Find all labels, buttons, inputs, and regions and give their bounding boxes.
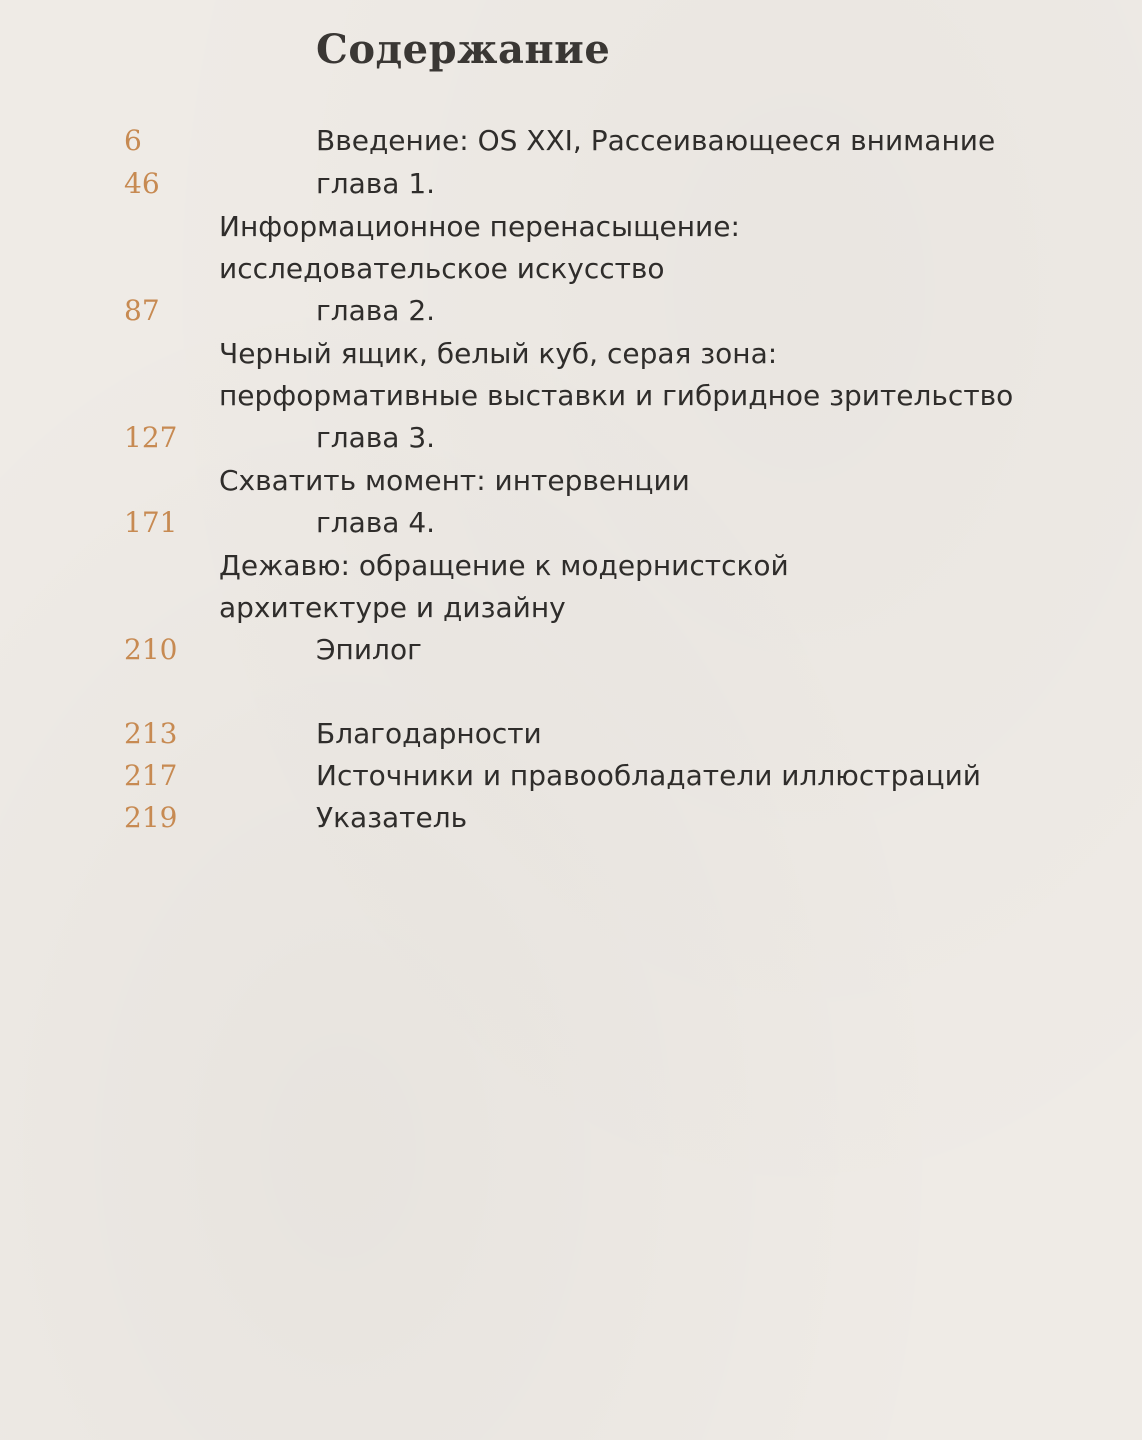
chapter-2-subtitle-line: перформативные выставки и гибридное зрительство (219, 379, 1014, 412)
toc-entry-introduction: Введение: OS XXI, Рассеивающееся внимание (316, 124, 996, 157)
toc-page-number: 171 (124, 506, 178, 539)
toc-entry-chapter-3: глава 3. (316, 421, 436, 454)
toc-page-number: 213 (124, 717, 178, 750)
toc-page-number: 46 (124, 167, 160, 200)
toc-page-number: 6 (124, 124, 142, 157)
toc-entry-index: Указатель (316, 801, 468, 834)
toc-page-number: 210 (124, 633, 178, 666)
chapter-4-subtitle-line: архитектуре и дизайну (219, 591, 566, 624)
toc-entry-illustration-credits: Источники и правообладатели иллюстраций (316, 759, 981, 792)
toc-entry-chapter-1: глава 1. (316, 167, 436, 200)
chapter-1-subtitle-line: Информационное перенасыщение: (219, 210, 740, 243)
page-title: Содержание (316, 26, 611, 73)
toc-page-number: 127 (124, 421, 178, 454)
chapter-3-subtitle-line: Схватить момент: интервенции (219, 464, 690, 497)
chapter-4-subtitle-line: Дежавю: обращение к модернистской (219, 549, 789, 582)
toc-entry-acknowledgements: Благодарности (316, 717, 542, 750)
chapter-1-subtitle-line: исследовательское искусство (219, 252, 665, 285)
toc-page-number: 87 (124, 294, 160, 327)
toc-page-number: 217 (124, 759, 178, 792)
toc-entry-epilogue: Эпилог (316, 633, 422, 666)
toc-page-number: 219 (124, 801, 178, 834)
toc-entry-chapter-2: глава 2. (316, 294, 436, 327)
chapter-2-subtitle-line: Черный ящик, белый куб, серая зона: (219, 337, 778, 370)
toc-entry-chapter-4: глава 4. (316, 506, 436, 539)
